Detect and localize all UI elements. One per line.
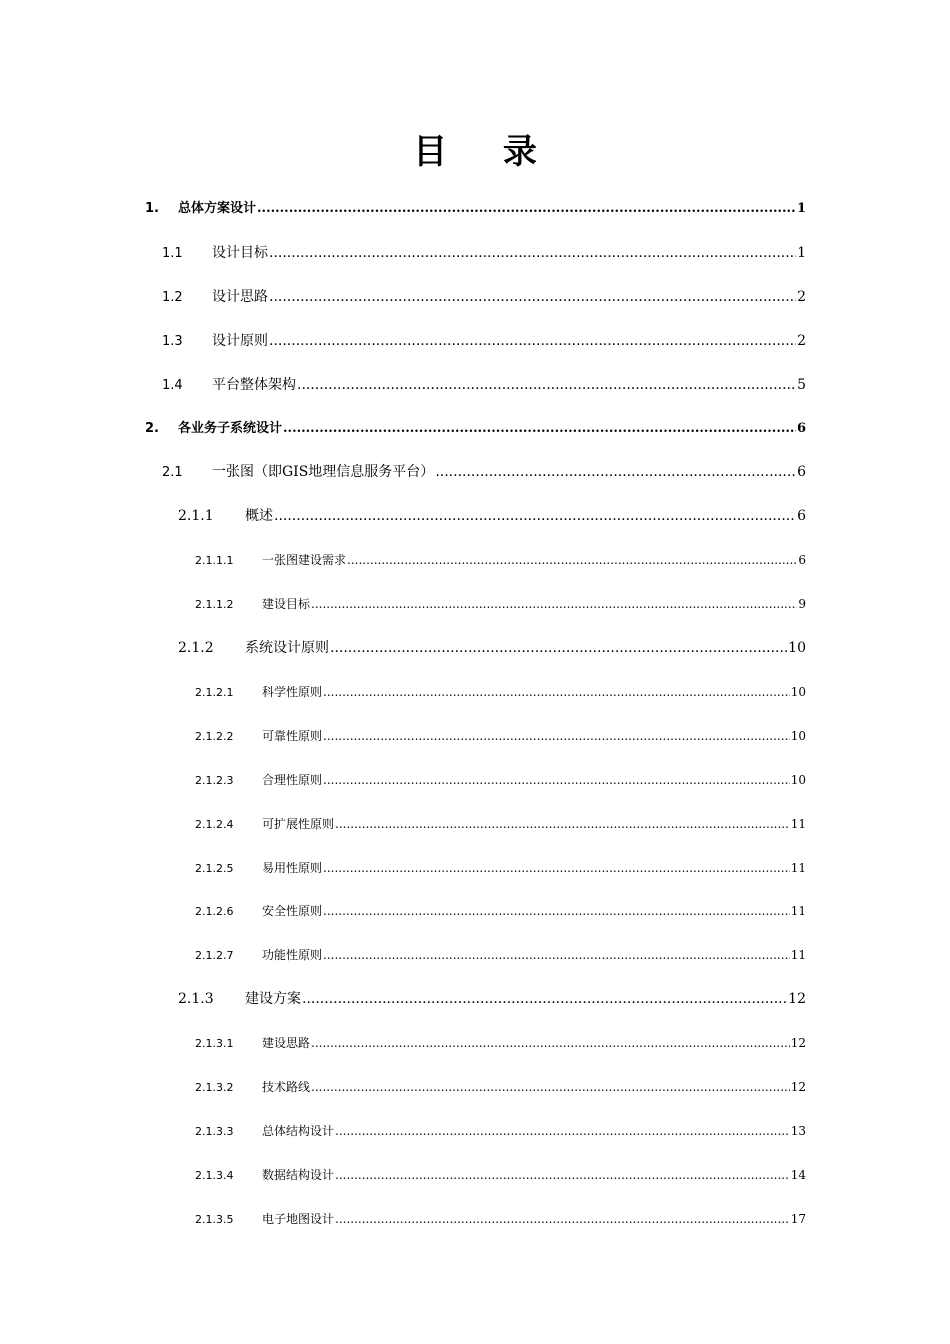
toc-entry-number: 2.1.2.7 [195, 949, 234, 962]
toc-entry-title: 建设目标 [262, 597, 311, 611]
toc-entry-number: 2.1.1 [178, 508, 214, 524]
toc-entry[interactable] [195, 1119, 806, 1143]
toc-entry-number: 2.1.2.5 [195, 862, 234, 875]
toc-entry[interactable] [178, 504, 806, 528]
toc-entry-number: 2.1.3 [178, 991, 214, 1007]
toc-entry-title: 可靠性原则 [262, 729, 323, 743]
toc-title: 目 录 [413, 132, 559, 172]
toc-entry-number: 2.1.1.1 [195, 554, 234, 567]
toc-entry-page: 17 [790, 1212, 806, 1226]
toc-entry-title: 设计原则 [212, 333, 268, 349]
toc-entry-number: 2.1.2.4 [195, 818, 234, 831]
toc-entry[interactable] [162, 241, 806, 265]
toc-entry[interactable] [195, 1207, 806, 1231]
toc-entry-number: 2.1.3.5 [195, 1213, 234, 1226]
toc-entry[interactable] [195, 592, 806, 616]
toc-entry-title: 易用性原则 [262, 861, 323, 875]
toc-entry[interactable] [162, 373, 806, 397]
toc-entry-title: 电子地图设计 [262, 1212, 335, 1226]
toc-entry-number: 2.1.2 [178, 640, 214, 656]
toc-entry-number: 2.1.2.2 [195, 730, 234, 743]
toc-entry-title: 平台整体架构 [212, 377, 296, 393]
toc-entry[interactable] [195, 768, 806, 792]
toc-entry-page: 2 [797, 333, 806, 349]
toc-dot-leader [323, 856, 790, 880]
toc-entry-page: 12 [790, 1080, 806, 1094]
toc-entry-title: 安全性原则 [262, 904, 323, 918]
toc-dot-leader [335, 1119, 790, 1143]
toc-entry-title: 技术路线 [262, 1080, 311, 1094]
toc-dot-leader [323, 899, 790, 923]
toc-dot-leader [269, 329, 796, 353]
toc-entry-title: 设计思路 [212, 289, 268, 305]
toc-entry-page: 10 [790, 773, 806, 787]
toc-entry-page: 2 [797, 289, 806, 305]
toc-entry-page: 10 [790, 685, 806, 699]
toc-entry[interactable] [178, 987, 806, 1011]
toc-entry-title: 建设方案 [245, 991, 301, 1007]
toc-entry[interactable] [195, 943, 806, 967]
toc-entry-title: 设计目标 [212, 245, 268, 261]
toc-entry-page: 1 [797, 245, 806, 261]
toc-entry-number: 2.1.1.2 [195, 598, 234, 611]
toc-entry-number: 1.3 [162, 334, 183, 349]
toc-dot-leader [330, 636, 787, 660]
toc-entry[interactable] [195, 724, 806, 748]
toc-entry-title: 总体方案设计 [178, 201, 257, 216]
toc-dot-leader [323, 680, 790, 704]
toc-dot-leader [311, 1075, 790, 1099]
toc-entry[interactable] [195, 680, 806, 704]
toc-entry-title: 数据结构设计 [262, 1168, 335, 1182]
toc-entry-number: 2.1 [162, 465, 183, 480]
toc-entry-page: 10 [790, 729, 806, 743]
toc-entry-title: 合理性原则 [262, 773, 323, 787]
toc-entry-number: 1. [145, 201, 159, 216]
toc-entry-page: 1 [796, 201, 806, 216]
toc-entry-number: 1.2 [162, 290, 183, 305]
toc-entry-page: 12 [790, 1036, 806, 1050]
toc-entry-number: 2.1.2.3 [195, 774, 234, 787]
toc-dot-leader [323, 768, 790, 792]
toc-entry-title: 科学性原则 [262, 685, 323, 699]
toc-entry-page: 6 [797, 508, 806, 524]
toc-dot-leader [274, 504, 796, 528]
toc-entry[interactable] [162, 460, 806, 484]
toc-entry-title: 概述 [245, 508, 273, 524]
toc-entry[interactable] [195, 856, 806, 880]
toc-entry[interactable] [145, 197, 806, 221]
toc-entry[interactable] [195, 812, 806, 836]
toc-entry-title: 一张图建设需求 [262, 553, 347, 567]
toc-dot-leader [311, 1031, 790, 1055]
toc-dot-leader [335, 812, 790, 836]
toc-entry-page: 5 [797, 377, 806, 393]
toc-entry-title: 建设思路 [262, 1036, 311, 1050]
toc-entry-title: 总体结构设计 [262, 1124, 335, 1138]
toc-dot-leader [269, 285, 796, 309]
toc-entry[interactable] [145, 417, 806, 441]
toc-entry-page: 6 [798, 553, 806, 567]
toc-dot-leader [269, 241, 796, 265]
toc-entry-page: 14 [790, 1168, 806, 1182]
toc-entry-title: 系统设计原则 [245, 640, 329, 656]
toc-entry-number: 2.1.2.6 [195, 905, 234, 918]
toc-entry-page: 13 [790, 1124, 806, 1138]
toc-dot-leader [311, 592, 797, 616]
toc-entry[interactable] [195, 1075, 806, 1099]
toc-entry-page: 11 [790, 948, 806, 962]
toc-entry-page: 6 [796, 421, 806, 436]
toc-entry[interactable] [195, 1031, 806, 1055]
toc-entry-title: 各业务子系统设计 [178, 421, 283, 436]
toc-entry-number: 2.1.3.2 [195, 1081, 234, 1094]
toc-entry-number: 2. [145, 421, 159, 436]
toc-entry-number: 2.1.2.1 [195, 686, 234, 699]
toc-entry-page: 11 [790, 861, 806, 875]
toc-dot-leader [323, 943, 790, 967]
toc-dot-leader [283, 417, 796, 441]
toc-dot-leader [297, 373, 796, 397]
toc-entry-page: 6 [797, 464, 806, 480]
toc-entry-number: 2.1.3.4 [195, 1169, 234, 1182]
toc-dot-leader [347, 548, 797, 572]
toc-dot-leader [257, 197, 796, 221]
toc-entry-title: 一张图（即GIS地理信息服务平台） [212, 464, 435, 480]
toc-entry-number: 1.4 [162, 378, 183, 393]
toc-entry-page: 11 [790, 817, 806, 831]
toc-entry-page: 9 [798, 597, 806, 611]
toc-dot-leader [335, 1163, 790, 1187]
toc-entry[interactable] [195, 1163, 806, 1187]
toc-entry-title: 功能性原则 [262, 948, 323, 962]
toc-entry[interactable] [162, 329, 806, 353]
toc-entry-page: 11 [790, 904, 806, 918]
toc-dot-leader [335, 1207, 790, 1231]
toc-entry-number: 2.1.3.3 [195, 1125, 234, 1138]
toc-dot-leader [323, 724, 790, 748]
toc-entry-page: 12 [788, 991, 806, 1007]
toc-entry-page: 10 [788, 640, 806, 656]
toc-entry[interactable] [178, 636, 806, 660]
toc-dot-leader [302, 987, 787, 1011]
toc-entry-number: 2.1.3.1 [195, 1037, 234, 1050]
toc-entry[interactable] [195, 899, 806, 923]
toc-entry[interactable] [195, 548, 806, 572]
toc-dot-leader [435, 460, 796, 484]
toc-entry[interactable] [162, 285, 806, 309]
toc-entry-number: 1.1 [162, 246, 183, 261]
toc-entry-title: 可扩展性原则 [262, 817, 335, 831]
